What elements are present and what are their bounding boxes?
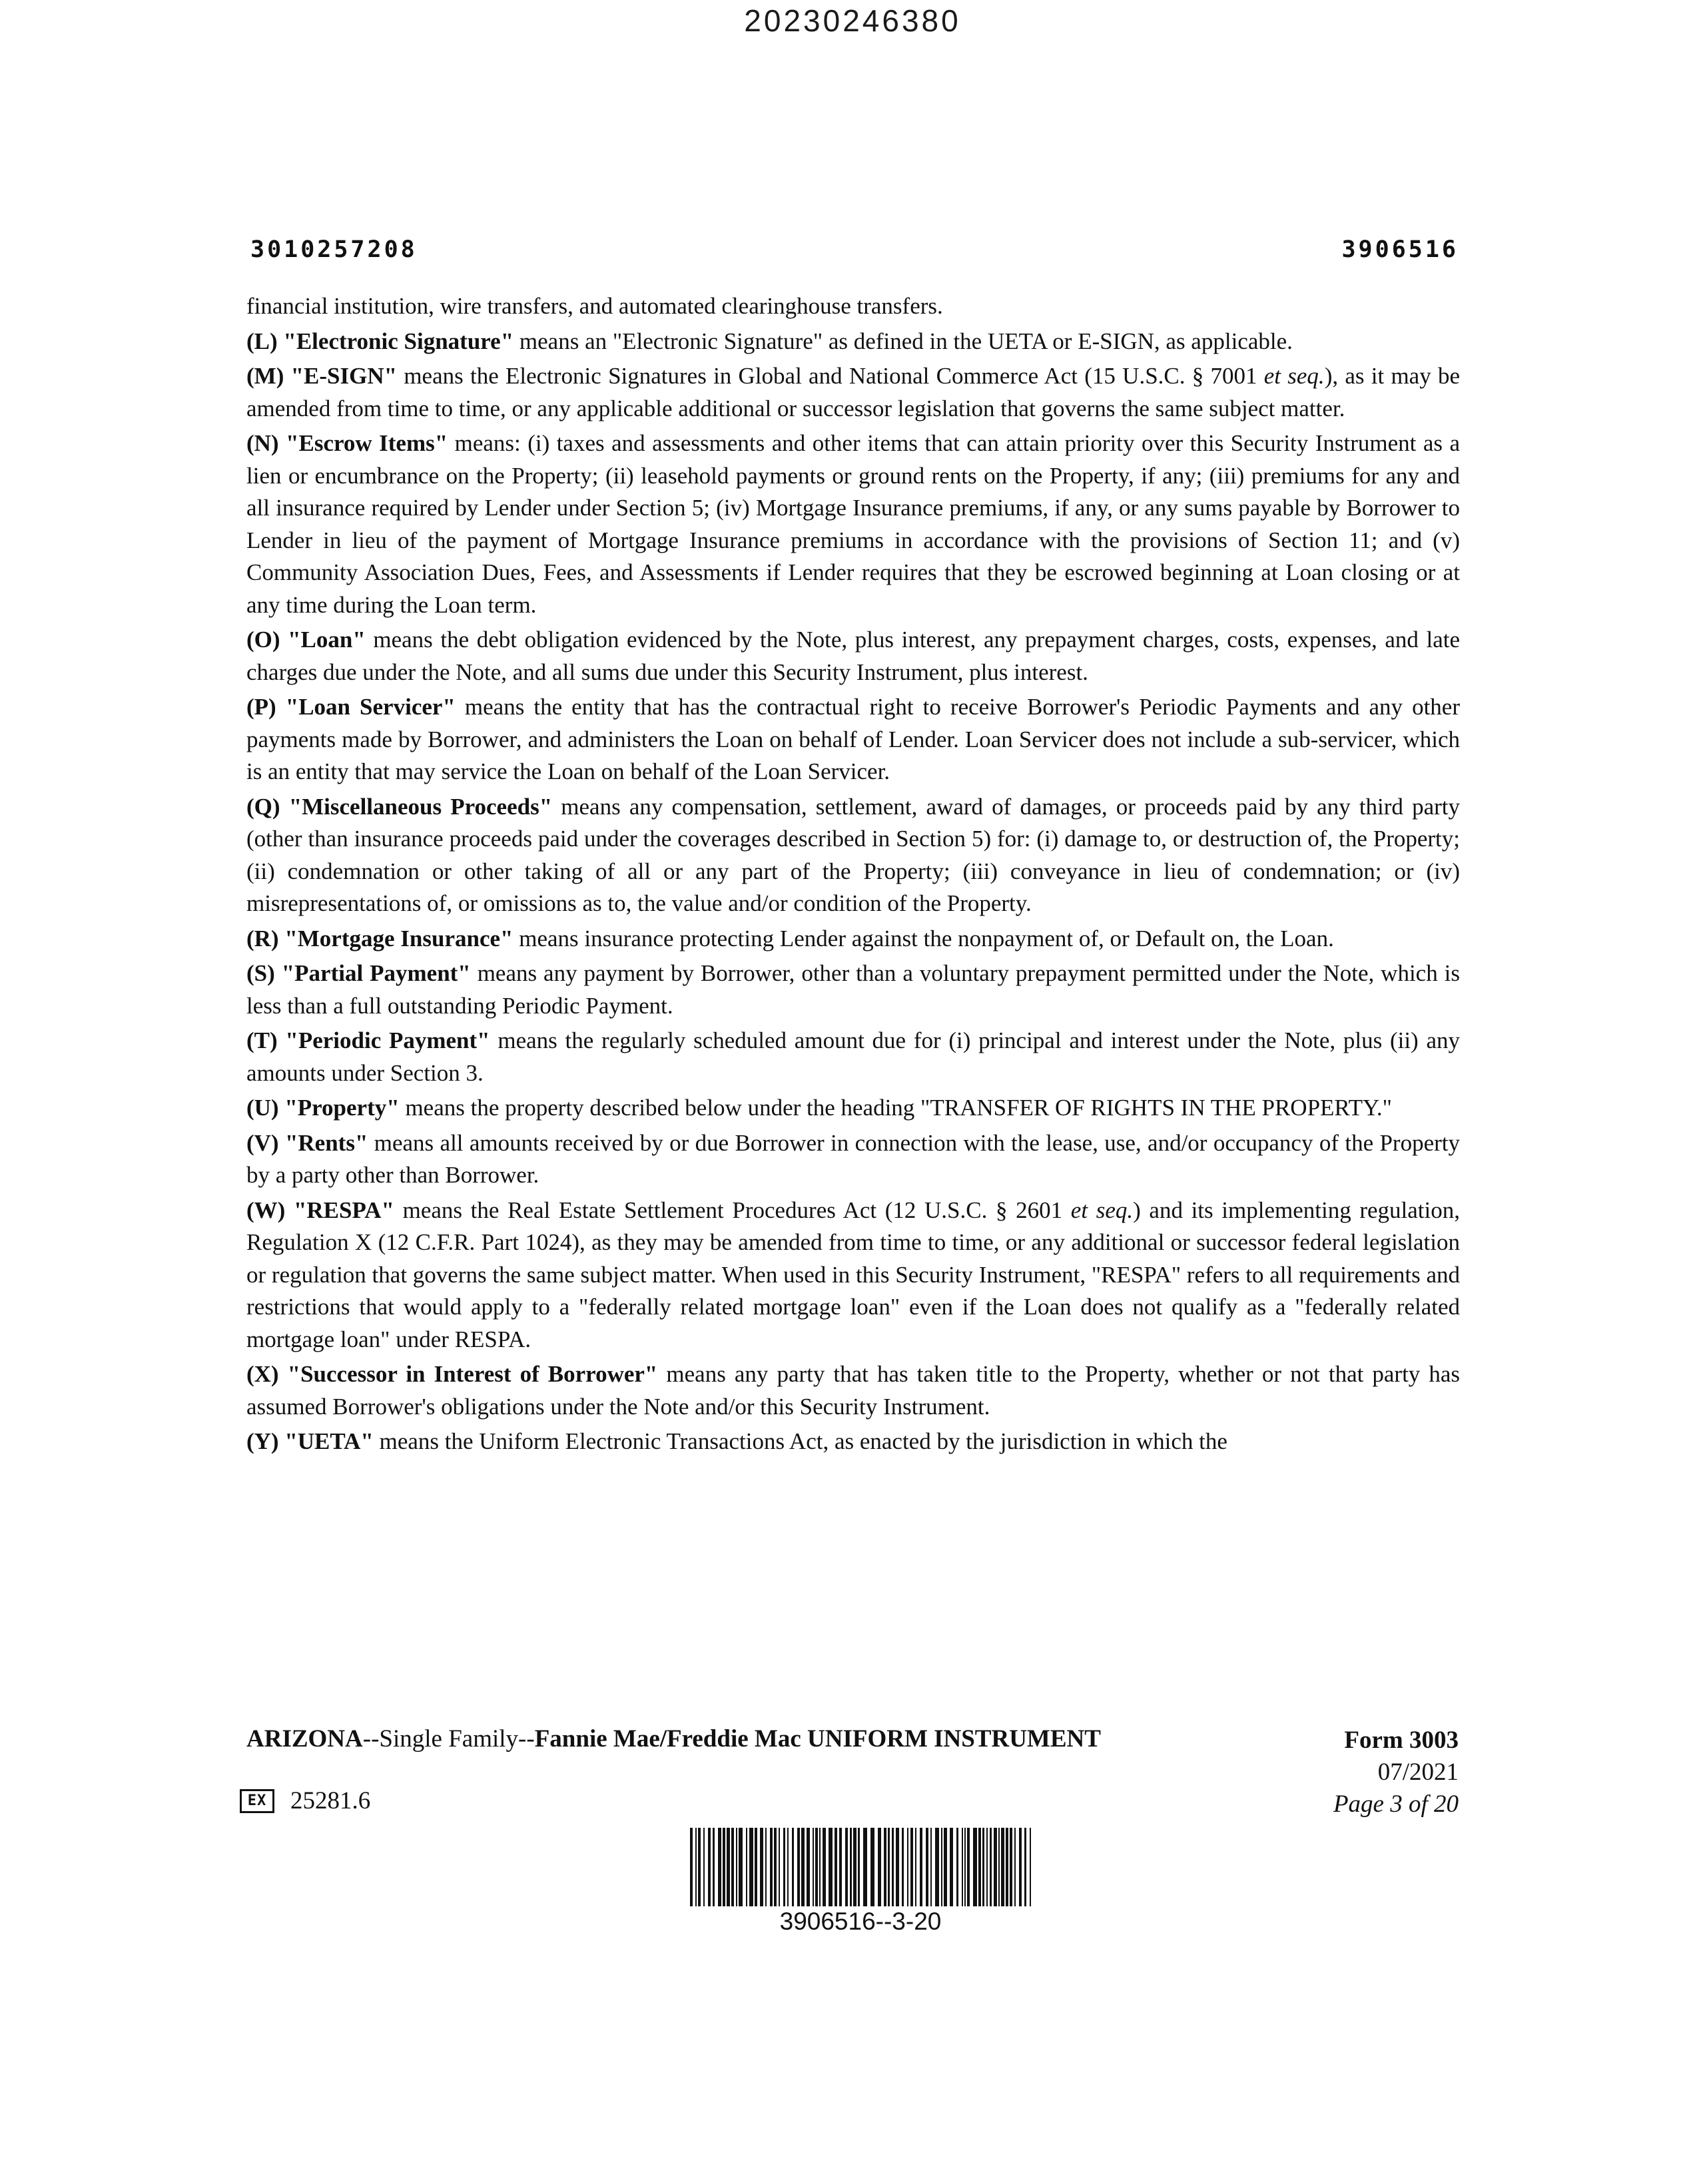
- definition-m: [246, 360, 1460, 425]
- barcode-icon: [687, 1828, 1034, 1906]
- definition-p: [246, 691, 1460, 788]
- footer-separator: --Single Family--: [362, 1725, 535, 1753]
- definition-term: "RESPA": [293, 1197, 394, 1223]
- definition-term: "UETA": [284, 1428, 374, 1454]
- definition-letter: (V): [246, 1129, 279, 1156]
- definition-letter: (Y): [246, 1428, 279, 1454]
- definition-text: means any compensation, settlement, award of damages, or proceeds paid by any third party (other than insurance proceeds paid under the coverages described in Section 5) for: (i) damage to, or destruction of, the Property; (ii) condemnation or other taking of all or any part of the Property; (iii) conveyance in lieu of condemnation; or (iv) misrepresentations of, or omissions as to, the value and/or condition of the Property.: [246, 793, 1460, 916]
- definition-u: [246, 1092, 1460, 1125]
- definition-y: [246, 1426, 1460, 1458]
- definition-text: means an "Electronic Signature" as defined in the UETA or E-SIGN, as applicable.: [513, 328, 1293, 354]
- recording-number: 20230246380: [744, 3, 961, 38]
- definition-letter: (P): [246, 694, 276, 720]
- ex-icon: EX: [240, 1789, 274, 1813]
- definition-italic: et seq.: [1263, 363, 1325, 389]
- min-number: 3906516: [1341, 236, 1459, 263]
- definition-text: means the Electronic Signatures in Global and National Commerce Act (15 U.S.C. § 7001: [397, 363, 1264, 389]
- definition-text-after: ), as it may be amended from time to time, or any applicable additional or successor legislation that governs the same subject matter.: [246, 363, 1460, 421]
- definition-letter: (O): [246, 627, 280, 653]
- definition-text: means the entity that has the contractual right to receive Borrower's Periodic Payments and any other payments made by Borrower, and administers the Loan on behalf of Lender. Loan Servicer does not include a sub-servicer, which is an entity that may service the Loan on behalf of the Loan Servicer.: [246, 694, 1460, 784]
- definition-italic: et seq.: [1070, 1197, 1134, 1223]
- definition-text: means the Uniform Electronic Transactions Act, as enacted by the jurisdiction in which the: [373, 1428, 1227, 1454]
- definition-term: "Loan": [288, 627, 366, 653]
- definition-k-continuation: [246, 290, 1460, 323]
- definition-letter: (R): [246, 925, 279, 952]
- definition-letter: (S): [246, 960, 275, 986]
- definition-text: means all amounts received by or due Borrower in connection with the lease, use, and/or occupancy of the Property by a party other than Borrower.: [246, 1129, 1461, 1188]
- footer-instrument: Fannie Mae/Freddie Mac UNIFORM INSTRUMENT: [534, 1725, 1101, 1753]
- definition-term: "Property": [284, 1095, 400, 1121]
- definition-text: means: (i) taxes and assessments and other items that can attain priority over this Security Instrument as a lien or encumbrance on the Property; (ii) leasehold payments or ground rents on the Property, if any; (iii) premiums for any and all insurance required by Lender under Section 5; (iv) Mortgage Insurance premiums, if any, or any sums payable by Borrower to Lender in lieu of the payment of Mortgage Insurance premiums in accordance with the provisions of Section 11; and (v) Community Association Dues, Fees, and Assessments if Lender requires that they be escrowed beginning at Loan closing or at any time during the Loan term.: [246, 430, 1460, 618]
- barcode-block: [687, 1828, 1034, 1936]
- footer-instrument-title: [246, 1725, 1101, 1753]
- definition-text: means the debt obligation evidenced by the Note, plus interest, any prepayment charges, costs, expenses, and late charges due under the Note, and all sums due under this Security Instrument, plus interest.: [246, 627, 1460, 685]
- definition-text: financial institution, wire transfers, and automated clearinghouse transfers.: [246, 293, 943, 319]
- definition-l: [246, 326, 1460, 358]
- definition-s: [246, 957, 1460, 1022]
- definition-term: "Escrow Items": [286, 430, 448, 456]
- definition-term: "Partial Payment": [281, 960, 471, 986]
- definition-text: means the property described below under the heading "TRANSFER OF RIGHTS IN THE PROPERTY.": [399, 1095, 1392, 1121]
- definitions-body: [246, 290, 1460, 1461]
- definition-text: means insurance protecting Lender against the nonpayment of, or Default on, the Loan.: [513, 925, 1334, 952]
- definition-t: [246, 1025, 1460, 1089]
- footer-form-code: [240, 1786, 370, 1815]
- definition-text: means any party that has taken title to the Property, whether or not that party has assumed Borrower's obligations under the Note and/or this Security Instrument.: [246, 1361, 1460, 1420]
- loan-number: 3010257208: [250, 236, 418, 263]
- definition-term: "Electronic Signature": [283, 328, 514, 354]
- form-code: 25281.6: [290, 1787, 371, 1814]
- definition-term: "E-SIGN": [290, 363, 398, 389]
- definition-letter: (N): [246, 430, 279, 456]
- definition-letter: (T): [246, 1027, 278, 1053]
- definition-text-after: ) and its implementing regulation, Regulation X (12 C.F.R. Part 1024), as they may be amended from time to time, or any additional or successor federal legislation or regulation that governs the same subject matter. When used in this Security Instrument, "RESPA" refers to all requirements and restrictions that would apply to a "federally related mortgage loan" even if the Loan does not qualify as a "federally related mortgage loan" under RESPA.: [246, 1197, 1460, 1352]
- definition-v: [246, 1127, 1460, 1192]
- definition-term: "Miscellaneous Proceeds": [288, 793, 553, 820]
- definition-o: [246, 624, 1460, 688]
- footer-state: ARIZONA: [246, 1725, 363, 1753]
- definition-letter: (W): [246, 1197, 286, 1223]
- form-date: 07/2021: [1377, 1759, 1459, 1786]
- definition-letter: (X): [246, 1361, 279, 1387]
- page-number: Page 3 of 20: [1333, 1790, 1459, 1818]
- definition-n: [246, 427, 1460, 621]
- footer-form-info: [1292, 1725, 1459, 1820]
- definition-term: "Rents": [284, 1129, 368, 1156]
- definition-term: "Mortgage Insurance": [284, 925, 513, 952]
- definition-r: [246, 923, 1460, 956]
- definition-term: "Periodic Payment": [285, 1027, 490, 1053]
- definition-text: means the Real Estate Settlement Procedures Act (12 U.S.C. § 2601: [394, 1197, 1071, 1223]
- definition-w: [246, 1195, 1460, 1356]
- definition-q: [246, 791, 1460, 920]
- barcode-text: 3906516--3-20: [779, 1908, 942, 1935]
- form-number: Form 3003: [1344, 1727, 1459, 1754]
- definition-term: "Successor in Interest of Borrower": [287, 1361, 658, 1387]
- definition-term: "Loan Servicer": [285, 694, 456, 720]
- definition-letter: (Q): [246, 793, 280, 820]
- definition-letter: (L): [246, 328, 278, 354]
- definition-text: means the regularly scheduled amount due for (i) principal and interest under the Note, plus (ii) any amounts under Section 3.: [246, 1027, 1460, 1086]
- definition-letter: (U): [246, 1095, 279, 1121]
- definition-letter: (M): [246, 363, 284, 389]
- definition-text: means any payment by Borrower, other than a voluntary prepayment permitted under the Note, which is less than a full outstanding Periodic Payment.: [246, 960, 1461, 1019]
- definition-x: [246, 1358, 1460, 1423]
